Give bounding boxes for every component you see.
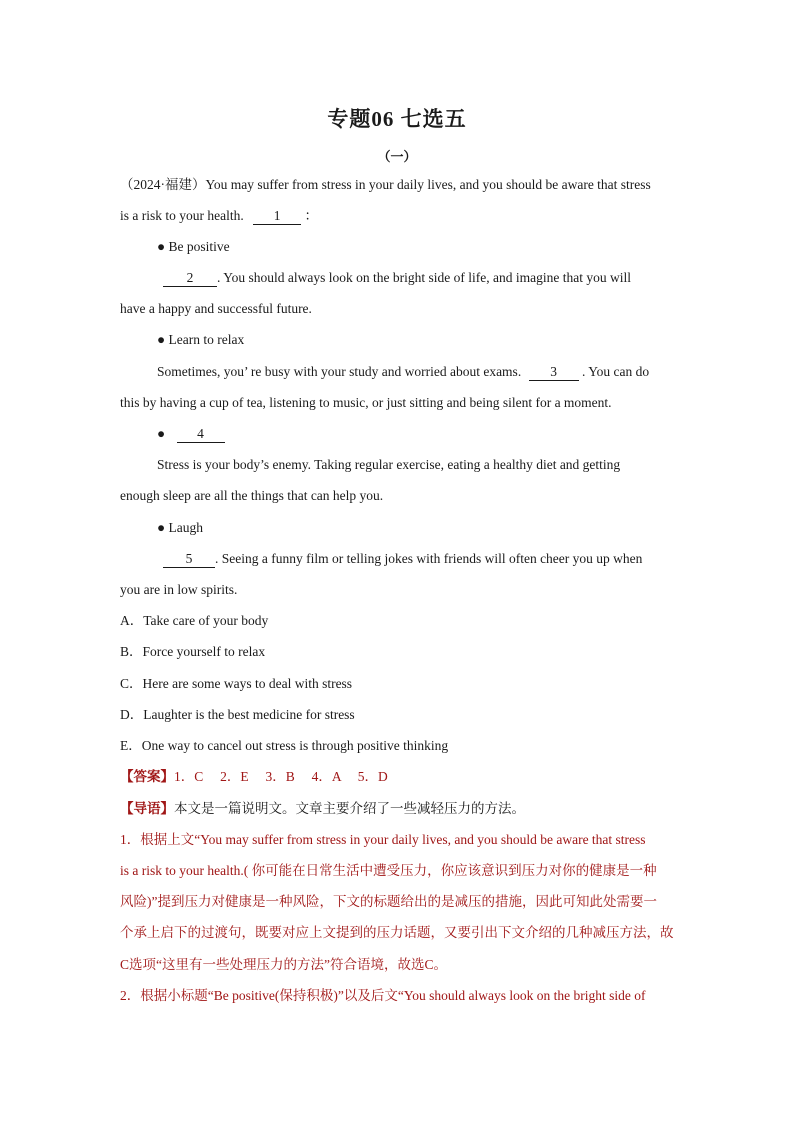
option-e: E．One way to cancel out stress is through positive thinking [120, 738, 449, 753]
blank-4: 4 [177, 426, 225, 443]
passage-text: . Seeing a funny film or telling jokes with friends will often cheer you up when [215, 551, 643, 566]
explanation-1-line-1: 1．根据上文“You may suffer from stress in your daily lives, and you should be aware that stress [120, 832, 646, 847]
guide-text: 本文是一篇说明文。文章主要介绍了一些减轻压力的方法。 [174, 801, 525, 816]
document-title: 专题06 七选五 [327, 107, 467, 131]
paragraph-3-line-2: enough sleep are all the things that can help you. [120, 488, 384, 503]
heading-laugh: ● Laugh [157, 520, 204, 535]
paragraph-2-line-1 [157, 362, 675, 382]
paragraph-1-line-2: have a happy and successful future. [120, 301, 312, 316]
passage-text: Sometimes, you’ re busy with your study and worried about exams. [157, 364, 522, 379]
paragraph-2-line-2: this by having a cup of tea, listening to music, or just sitting and being silent for a moment. [120, 395, 612, 410]
blank-2: 2 [163, 270, 217, 287]
answer-text: 1．C 2．E 3．B 4．A 5．D [174, 769, 388, 784]
passage-text: . You can do [581, 364, 650, 379]
paragraph-3-line-1: Stress is your body’s enemy. Taking regular exercise, eating a healthy diet and getting [157, 457, 621, 472]
option-b: B．Force yourself to relax [120, 644, 266, 659]
paragraph-4-line-1 [163, 549, 675, 569]
heading-blank-4 [157, 424, 712, 444]
paragraph-1-line-1 [163, 268, 675, 288]
blank-1: 1 [253, 208, 301, 225]
section-number: （一） [377, 149, 417, 164]
passage-text: ： [304, 208, 318, 223]
passage-text: is a risk to your health. [120, 208, 244, 223]
guide-line [120, 799, 675, 819]
heading-be-positive: ● Be positive [157, 239, 230, 254]
passage-intro-line-2 [120, 206, 675, 226]
option-c: C．Here are some ways to deal with stress [120, 676, 353, 691]
answer-line [120, 767, 675, 787]
explanation-1-line-2: is a risk to your health.( 你可能在日常生活中遭受压力，你应该意识到压力对你的健康是一种 [120, 863, 657, 878]
paragraph-4-line-2: you are in low spirits. [120, 582, 238, 597]
passage-text: . You should always look on the bright side of life, and imagine that you will [217, 270, 631, 285]
guide-label: 【导语】 [120, 801, 174, 816]
blank-3: 3 [529, 364, 579, 381]
explanation-2-line-1: 2．根据小标题“Be positive(保持积极)”以及后文“You should always look on the bright side of [120, 988, 646, 1003]
passage-intro-line-1: （2024·福建）You may suffer from stress in your daily lives, and you should be aware that stress [120, 177, 651, 192]
option-a: A．Take care of your body [120, 613, 269, 628]
option-d: D．Laughter is the best medicine for stress [120, 707, 355, 722]
explanation-1-line-4: 个承上启下的过渡句，既要对应上文提到的压力话题，又要引出下文介绍的几种减压方法，故 [120, 925, 674, 940]
heading-learn-to-relax: ● Learn to relax [157, 332, 245, 347]
explanation-1-line-5: C选项“这里有一些处理压力的方法”符合语境，故选C。 [120, 957, 447, 972]
answer-label: 【答案】 [120, 769, 174, 784]
explanation-1-line-3: 风险)”提到压力对健康是一种风险，下文的标题给出的是减压的措施，因此可知此处需要一 [120, 894, 657, 909]
blank-5: 5 [163, 551, 215, 568]
bullet-icon: ● [157, 426, 166, 441]
